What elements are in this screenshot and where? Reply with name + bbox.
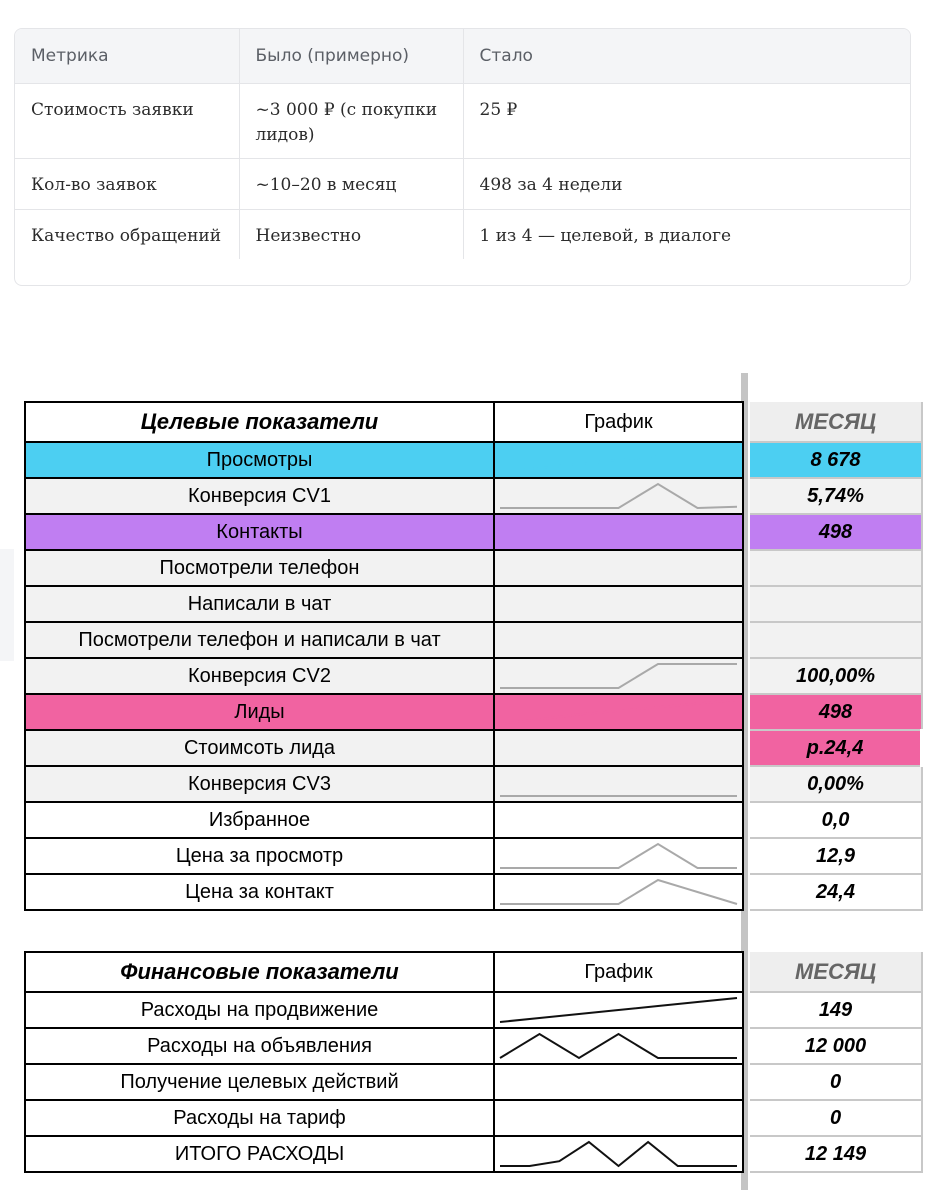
cell-before: ~10–20 в месяц bbox=[239, 159, 463, 210]
month-value: 0 bbox=[750, 1100, 922, 1136]
sparkline-cell bbox=[494, 1136, 743, 1172]
chart-column-header: График bbox=[494, 402, 743, 442]
metric-label: Получение целевых действий bbox=[25, 1064, 494, 1100]
target-metrics-table bbox=[24, 401, 924, 911]
sparkline-chart bbox=[496, 1030, 741, 1062]
sparkline-cell bbox=[494, 730, 743, 766]
metric-row bbox=[25, 550, 922, 586]
sparkline-line bbox=[500, 880, 737, 904]
metric-row bbox=[25, 838, 922, 874]
metric-label: Написали в чат bbox=[25, 586, 494, 622]
month-value: 5,74% bbox=[750, 478, 922, 514]
sparkline-line bbox=[500, 1034, 737, 1058]
metric-label: Конверсия CV1 bbox=[25, 478, 494, 514]
sparkline-line bbox=[500, 520, 737, 544]
month-value: 498 bbox=[750, 694, 922, 730]
col-header-after: Стало bbox=[463, 29, 910, 84]
month-value bbox=[750, 550, 922, 586]
section-title: Финансовые показатели bbox=[25, 952, 494, 992]
sparkline-chart bbox=[496, 660, 741, 692]
month-value: 100,00% bbox=[750, 658, 922, 694]
cell-after: 498 за 4 недели bbox=[463, 159, 910, 210]
sparkline-line bbox=[500, 700, 737, 724]
table-header-row bbox=[25, 952, 922, 992]
metric-label: Избранное bbox=[25, 802, 494, 838]
month-value: 12 000 bbox=[750, 1028, 922, 1064]
table-row bbox=[15, 210, 910, 260]
metric-label: Конверсия CV3 bbox=[25, 766, 494, 802]
metric-label: Стоимсоть лида bbox=[25, 730, 494, 766]
metric-row bbox=[25, 1100, 922, 1136]
sparkline-cell bbox=[494, 622, 743, 658]
chart-column-header: График bbox=[494, 952, 743, 992]
month-value: 0,00% bbox=[750, 766, 922, 802]
metric-row bbox=[25, 766, 922, 802]
month-value: 498 bbox=[750, 514, 922, 550]
sparkline-line bbox=[500, 1142, 737, 1166]
section-title: Целевые показатели bbox=[25, 402, 494, 442]
metric-row bbox=[25, 1028, 922, 1064]
metric-label: Конверсия CV2 bbox=[25, 658, 494, 694]
side-panel-edge bbox=[0, 549, 14, 661]
metric-row bbox=[25, 730, 922, 766]
sparkline-line bbox=[500, 998, 737, 1022]
sparkline-chart bbox=[496, 696, 741, 728]
metric-row bbox=[25, 802, 922, 838]
sparkline-chart bbox=[496, 444, 741, 476]
month-value bbox=[750, 586, 922, 622]
sparkline-cell bbox=[494, 802, 743, 838]
metric-row bbox=[25, 586, 922, 622]
sparkline-chart bbox=[496, 1138, 741, 1170]
metric-label: Расходы на продвижение bbox=[25, 992, 494, 1028]
metric-row bbox=[25, 992, 922, 1028]
month-value: 12,9 bbox=[750, 838, 922, 874]
sparkline-cell bbox=[494, 838, 743, 874]
sparkline-cell bbox=[494, 442, 743, 478]
month-value: 149 bbox=[750, 992, 922, 1028]
sparkline-cell bbox=[494, 992, 743, 1028]
table-row bbox=[15, 84, 910, 159]
month-value: 8 678 bbox=[750, 442, 922, 478]
metric-label: Цена за просмотр bbox=[25, 838, 494, 874]
metric-label: ИТОГО РАСХОДЫ bbox=[25, 1136, 494, 1172]
metric-label: Расходы на объявления bbox=[25, 1028, 494, 1064]
month-value: р.24,4 bbox=[750, 730, 922, 766]
sparkline-chart bbox=[496, 480, 741, 512]
sparkline-cell bbox=[494, 874, 743, 910]
col-header-before: Было (примерно) bbox=[239, 29, 463, 84]
sparkline-cell bbox=[494, 1028, 743, 1064]
month-value: 0,0 bbox=[750, 802, 922, 838]
sparkline-cell bbox=[494, 1064, 743, 1100]
metric-row bbox=[25, 1064, 922, 1100]
metric-row bbox=[25, 874, 922, 910]
metric-label: Просмотры bbox=[25, 442, 494, 478]
sparkline-cell bbox=[494, 586, 743, 622]
sparkline-line bbox=[500, 448, 737, 472]
metric-row bbox=[25, 694, 922, 730]
metric-label: Лиды bbox=[25, 694, 494, 730]
metric-label: Расходы на тариф bbox=[25, 1100, 494, 1136]
month-value bbox=[750, 622, 922, 658]
sparkline-chart bbox=[496, 516, 741, 548]
month-value: 24,4 bbox=[750, 874, 922, 910]
metric-label: Контакты bbox=[25, 514, 494, 550]
metric-row bbox=[25, 478, 922, 514]
sparkline-cell bbox=[494, 514, 743, 550]
metric-row bbox=[25, 442, 922, 478]
comparison-table bbox=[14, 28, 911, 286]
month-column-header: МЕСЯЦ bbox=[750, 402, 922, 442]
metric-row bbox=[25, 514, 922, 550]
cell-metric: Качество обращений bbox=[15, 210, 239, 260]
sparkline-cell bbox=[494, 694, 743, 730]
month-value: 12 149 bbox=[750, 1136, 922, 1172]
cell-after: 25 ₽ bbox=[463, 84, 910, 159]
metric-row bbox=[25, 1136, 922, 1172]
metric-label: Посмотрели телефон и написали в чат bbox=[25, 622, 494, 658]
month-value: 0 bbox=[750, 1064, 922, 1100]
cell-metric: Кол-во заявок bbox=[15, 159, 239, 210]
cell-before: ~3 000 ₽ (с покупки лидов) bbox=[239, 84, 463, 159]
table-row bbox=[15, 159, 910, 210]
sparkline-cell bbox=[494, 550, 743, 586]
cell-metric: Стоимость заявки bbox=[15, 84, 239, 159]
cell-after: 1 из 4 — целевой, в диалоге bbox=[479, 226, 732, 246]
sparkline-line bbox=[500, 484, 737, 508]
metric-row bbox=[25, 658, 922, 694]
month-column-header: МЕСЯЦ bbox=[750, 952, 922, 992]
col-header-metric: Метрика bbox=[15, 29, 239, 84]
sparkline-chart bbox=[496, 768, 741, 800]
sparkline-cell bbox=[494, 478, 743, 514]
sparkline-cell bbox=[494, 658, 743, 694]
sparkline-line bbox=[500, 664, 737, 688]
finance-metrics-table bbox=[24, 951, 923, 1173]
cell-before: Неизвестно bbox=[239, 210, 463, 260]
metric-label: Цена за контакт bbox=[25, 874, 494, 910]
sparkline-chart bbox=[496, 876, 741, 908]
table-header-row bbox=[25, 402, 922, 442]
sparkline-line bbox=[500, 844, 737, 868]
sparkline-cell bbox=[494, 1100, 743, 1136]
sparkline-chart bbox=[496, 840, 741, 872]
metric-label: Посмотрели телефон bbox=[25, 550, 494, 586]
sparkline-chart bbox=[496, 994, 741, 1026]
metric-row bbox=[25, 622, 922, 658]
sparkline-cell bbox=[494, 766, 743, 802]
